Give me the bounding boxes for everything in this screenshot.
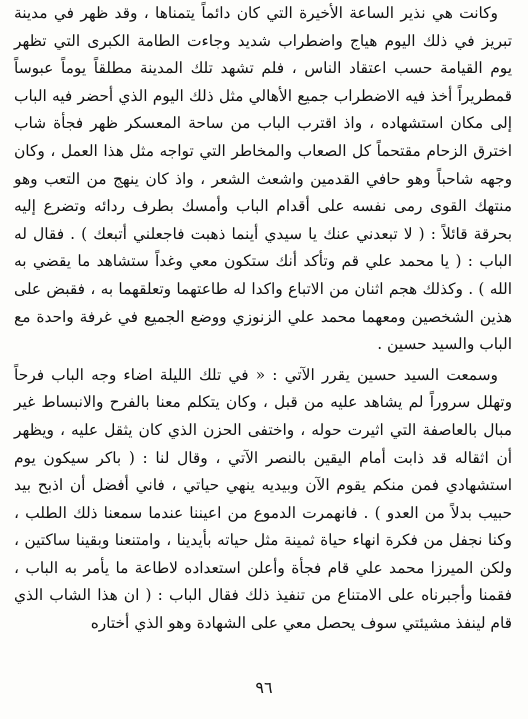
paragraph-2: وسمعت السيد حسين يقرر الآتي : « في تلك الليلة اضاء وجه الباب فرحاً وتهلل سروراً لم يشاهد عليه من قبل ، وكان يتكلم معنا بالفرح والانبساط غير مبال بالعاصفة التي اثيرت حوله ، واختفى الحزن الذي كان يثقل عليه ، ويظهر أن اثقاله قد ذابت أمام اليقين بالنصر الآتي ، وقال لنا : ( باكر سيكون يوم استشهادي فمن منكم يقوم الآن وبيديه ينهي حياتي ، فاني أفضل أن اذبح بيد حبيب بدلاً من العدو ) . فانهمرت الدموع من اعيننا عندما سمعنا ذلك الطلب ، وكنا نجفل من فكرة انهاء حياة ثمينة مثل حياته بأيدينا ، وامتنعنا وبقينا ساكتين ، ولكن الميرزا محمد علي قام فجأة وأعلن استعداده لاطاعة ما يأمر به الباب ، فقمنا وأجبرناه على الامتناع من تنفيذ ذلك فقال الباب : ( ان هذا الشاب الذي قام لينفذ مشيئتي سوف يحصل معي على الشهادة وهو الذي أختاره: [14, 365, 512, 633]
body-text: [14, 0, 512, 638]
page-number: ٩٦: [255, 678, 273, 697]
paragraph-1: وكانت هي نذير الساعة الأخيرة التي كان دائماً يتمناها ، وقد ظهر في مدينة تبريز في ذلك اليوم هياج واضطراب شديد وجاءت الطامة الكبرى التي تظهر يوم القيامة حسب اعتقاد الناس ، فلم تشهد تلك المدينة مطلقاً يوماً عبوساً قمطريراً أخذ فيه الاضطراب جميع الأهالي مثل ذلك اليوم الذي أحضر فيه الباب إلى مكان استشهاده ، واذ اقترب الباب من ساحة المعسكر ظهر فجأة شاب اخترق الزحام مقتحماً كل الصعاب والمخاطر التي تواجه مثل هذا العمل ، وكان وجهه شاحباً وهو حافي القدمين واشعث الشعر ، واذ كان ينهج من التعب وهو منتهك القوى رمى نفسه على أقدام الباب وأمسك بطرف ردائه وتضرع إليه بحرقة قائلاً : ( لا تبعدني عنك يا سيدي أينما ذهبت فاجعلني أتبعك ) . فقال له الباب : ( يا محمد علي قم وتأكد أنك ستكون معي وغداً ستشاهد ما يقضي به الله ) . وكذلك هجم اثنان من الاتباع واكدا له طاعتهما وتعلقهما به ، فقبض على هذين الشخصين ومعهما محمد علي الزنوزي ووضع الجميع في غرفة واحدة مع الباب والسيد حسين .: [14, 4, 512, 354]
